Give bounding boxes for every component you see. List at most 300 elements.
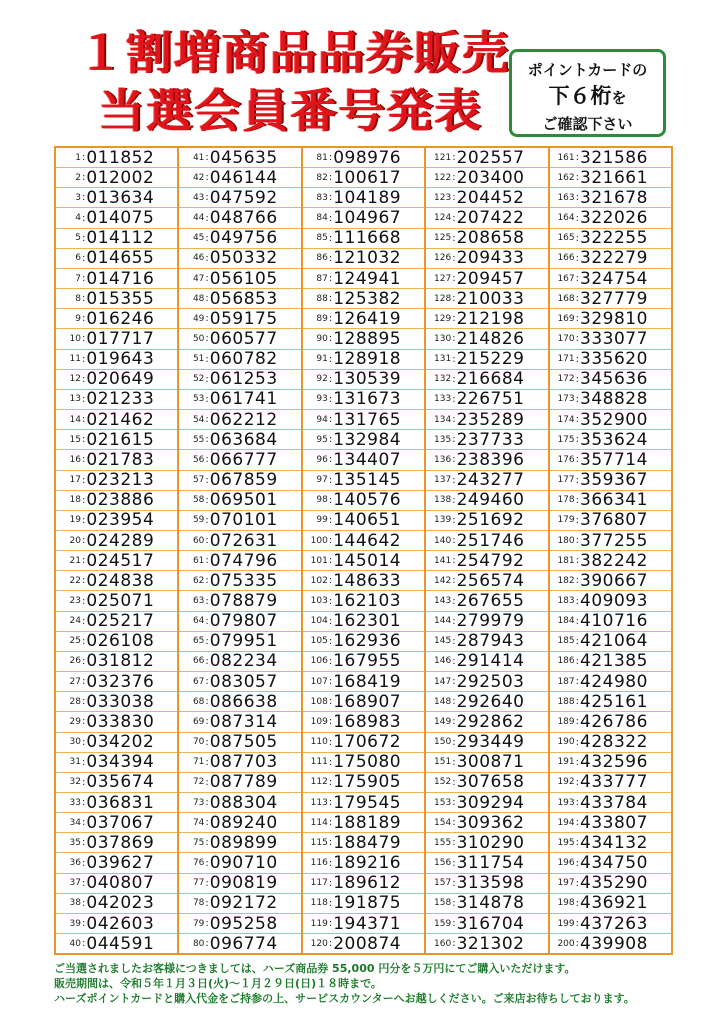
entry-separator: :	[575, 595, 579, 607]
entry-index: 58	[192, 495, 205, 506]
number-entry	[550, 913, 671, 933]
entry-index: 156	[434, 858, 452, 869]
number-entry	[56, 268, 177, 288]
number-entry	[56, 792, 177, 812]
number-entry	[303, 167, 424, 187]
number-entry	[303, 328, 424, 348]
number-entry	[179, 893, 300, 913]
member-number: 191875	[333, 893, 402, 913]
entry-index: 95	[316, 434, 328, 445]
entry-index: 132	[434, 374, 452, 385]
entry-separator: :	[205, 635, 209, 647]
entry-separator: :	[575, 313, 579, 325]
number-entry	[303, 268, 424, 288]
entry-index: 13	[69, 394, 81, 405]
member-number: 432596	[580, 752, 648, 772]
number-entry	[56, 187, 177, 207]
number-entry	[179, 631, 300, 651]
entry-index: 21	[69, 555, 81, 566]
entry-separator: :	[452, 655, 456, 667]
entry-separator: :	[205, 414, 209, 426]
entry-index: 48	[192, 293, 205, 304]
entry-separator: :	[328, 333, 333, 345]
number-entry	[426, 248, 547, 268]
member-number: 025217	[86, 611, 155, 631]
number-entry	[426, 590, 547, 610]
entry-index: 110	[310, 737, 328, 748]
number-entry	[56, 167, 177, 187]
entry-index: 151	[434, 757, 452, 768]
entry-index: 22	[69, 575, 81, 586]
entry-index: 171	[557, 354, 575, 365]
number-entry	[56, 148, 177, 167]
member-number: 111668	[333, 228, 402, 248]
member-number: 435290	[580, 873, 648, 893]
number-entry	[303, 470, 424, 490]
entry-index: 172	[557, 374, 575, 385]
entry-index: 12	[69, 374, 81, 385]
member-number: 327779	[580, 288, 648, 309]
entry-index: 77	[192, 878, 205, 889]
entry-separator: :	[205, 494, 209, 506]
member-number: 140576	[333, 490, 402, 510]
entry-index: 184	[557, 616, 575, 627]
member-number: 023886	[86, 490, 155, 510]
number-entry	[426, 510, 547, 530]
number-entry	[179, 228, 300, 248]
number-entry	[179, 812, 300, 832]
member-number: 200874	[333, 933, 402, 954]
member-number: 175080	[333, 752, 402, 772]
member-number: 059175	[209, 308, 278, 329]
member-number: 426786	[580, 711, 648, 732]
entry-separator: :	[452, 696, 456, 708]
entry-index: 173	[557, 394, 575, 405]
entry-index: 2	[75, 172, 81, 183]
entry-separator: :	[575, 615, 579, 627]
number-entry	[426, 893, 547, 913]
entry-separator: :	[205, 172, 209, 184]
member-number: 060577	[209, 328, 278, 349]
entry-index: 104	[310, 616, 328, 627]
number-entry	[303, 711, 424, 731]
number-entry	[179, 470, 300, 490]
number-entry	[426, 671, 547, 691]
number-column	[56, 148, 177, 953]
number-entry	[56, 570, 177, 590]
entry-separator: :	[82, 897, 86, 909]
entry-index: 41	[192, 152, 205, 163]
number-entry	[56, 409, 177, 429]
entry-separator: :	[82, 353, 86, 365]
number-entry	[550, 490, 671, 510]
member-number: 074796	[209, 550, 278, 571]
entry-index: 53	[192, 394, 205, 405]
entry-index: 84	[316, 213, 328, 224]
entry-separator: :	[82, 918, 86, 930]
entry-separator: :	[205, 797, 209, 809]
member-number: 202557	[456, 148, 525, 168]
entry-separator: :	[205, 676, 209, 688]
number-entry	[426, 631, 547, 651]
entry-index: 99	[316, 515, 328, 526]
number-entry	[179, 691, 300, 711]
footer-line-2: 販売期間は、令和５年１月３日(火)～１月２９日(日)１８時まで。	[54, 977, 382, 990]
entry-index: 36	[69, 858, 81, 869]
member-number: 311754	[456, 853, 525, 873]
entry-separator: :	[452, 353, 456, 365]
entry-index: 17	[69, 475, 81, 486]
number-entry	[426, 792, 547, 812]
member-number: 291414	[456, 651, 525, 672]
member-number: 208658	[456, 228, 525, 248]
entry-separator: :	[328, 555, 333, 567]
member-number: 293449	[456, 732, 525, 752]
entry-separator: :	[452, 152, 456, 164]
entry-separator: :	[575, 635, 579, 647]
entry-separator: :	[575, 897, 579, 909]
entry-index: 72	[192, 777, 205, 788]
member-number: 042603	[86, 913, 155, 934]
number-entry	[303, 148, 424, 167]
member-number: 078879	[209, 591, 278, 611]
number-entry	[550, 590, 671, 610]
number-entry	[550, 449, 671, 469]
entry-index: 100	[310, 535, 328, 546]
member-number: 095258	[209, 913, 278, 934]
member-number: 421385	[580, 651, 648, 672]
member-number: 019643	[86, 349, 155, 369]
entry-index: 153	[434, 797, 452, 808]
entry-index: 51	[192, 354, 205, 365]
member-number: 079807	[209, 611, 278, 631]
entry-separator: :	[205, 474, 209, 486]
entry-separator: :	[328, 212, 333, 224]
entry-index: 62	[192, 575, 205, 586]
entry-separator: :	[205, 897, 209, 909]
entry-separator: :	[452, 414, 456, 426]
entry-separator: :	[205, 535, 209, 547]
entry-separator: :	[452, 938, 456, 950]
entry-index: 135	[434, 434, 452, 445]
number-entry	[550, 429, 671, 449]
entry-index: 168	[557, 293, 575, 304]
entry-separator: :	[452, 333, 456, 345]
number-entry	[179, 490, 300, 510]
entry-index: 170	[557, 333, 575, 344]
member-number: 437263	[580, 913, 648, 934]
member-number: 204452	[456, 187, 525, 208]
member-number: 359367	[580, 470, 648, 490]
number-entry	[179, 187, 300, 207]
member-number: 061741	[209, 389, 278, 410]
number-entry	[550, 369, 671, 389]
entry-index: 129	[434, 313, 452, 324]
member-number: 014716	[86, 268, 155, 289]
member-number: 148633	[333, 570, 402, 591]
number-entry	[550, 148, 671, 167]
entry-separator: :	[575, 192, 579, 204]
number-entry	[179, 268, 300, 288]
entry-index: 123	[434, 192, 452, 203]
member-number: 024289	[86, 530, 155, 551]
number-entry	[56, 349, 177, 369]
entry-index: 31	[69, 757, 81, 768]
entry-index: 19	[69, 515, 81, 526]
member-number: 134407	[333, 449, 402, 470]
entry-index: 187	[557, 676, 575, 687]
member-number: 433807	[580, 812, 648, 833]
entry-index: 23	[69, 596, 81, 607]
member-number: 066777	[209, 449, 278, 470]
member-number: 188189	[333, 812, 402, 833]
entry-separator: :	[328, 776, 333, 788]
entry-index: 9	[75, 313, 81, 324]
entry-index: 80	[192, 938, 205, 949]
entry-separator: :	[328, 655, 333, 667]
entry-separator: :	[82, 152, 86, 164]
number-entry	[179, 389, 300, 409]
member-number: 039627	[86, 853, 155, 873]
number-entry	[303, 530, 424, 550]
number-entry	[56, 369, 177, 389]
number-entry	[179, 449, 300, 469]
entry-index: 83	[316, 192, 328, 203]
entry-index: 198	[557, 898, 575, 909]
entry-separator: :	[452, 635, 456, 647]
entry-separator: :	[205, 716, 209, 728]
number-entry	[56, 933, 177, 953]
entry-separator: :	[575, 414, 579, 426]
member-number: 036831	[86, 792, 155, 813]
entry-index: 127	[434, 273, 452, 284]
number-entry	[56, 248, 177, 268]
number-entry	[56, 631, 177, 651]
entry-separator: :	[328, 877, 333, 889]
entry-index: 143	[434, 596, 452, 607]
member-number: 226751	[456, 389, 525, 410]
member-number: 292503	[456, 671, 525, 692]
entry-separator: :	[328, 232, 333, 244]
entry-index: 39	[69, 918, 81, 929]
entry-separator: :	[82, 938, 86, 950]
member-number: 357714	[580, 449, 648, 470]
number-entry	[56, 611, 177, 631]
entry-index: 111	[310, 757, 328, 768]
entry-separator: :	[82, 776, 86, 788]
member-number: 238396	[456, 449, 525, 470]
entry-index: 30	[69, 737, 81, 748]
member-number: 267655	[456, 591, 525, 611]
member-number: 017717	[86, 328, 155, 349]
number-entry	[303, 207, 424, 227]
number-entry	[303, 449, 424, 469]
entry-separator: :	[205, 333, 209, 345]
entry-separator: :	[452, 393, 456, 405]
entry-separator: :	[575, 252, 579, 264]
entry-index: 180	[557, 535, 575, 546]
entry-index: 125	[434, 233, 452, 244]
entry-separator: :	[205, 918, 209, 930]
member-number: 321678	[580, 187, 648, 208]
entry-index: 34	[69, 817, 81, 828]
entry-separator: :	[452, 615, 456, 627]
member-number: 207422	[456, 208, 525, 228]
member-number: 322279	[580, 248, 648, 268]
number-column	[548, 148, 671, 953]
number-entry	[550, 550, 671, 570]
entry-separator: :	[575, 273, 579, 285]
entry-separator: :	[205, 555, 209, 567]
member-number: 279979	[456, 611, 525, 631]
entry-separator: :	[575, 797, 579, 809]
entry-separator: :	[452, 716, 456, 728]
entry-index: 193	[557, 797, 575, 808]
entry-index: 32	[69, 777, 81, 788]
entry-separator: :	[205, 817, 209, 829]
entry-index: 175	[557, 434, 575, 445]
number-entry	[550, 207, 671, 227]
entry-separator: :	[575, 938, 579, 950]
entry-index: 183	[557, 596, 575, 607]
entry-index: 192	[557, 777, 575, 788]
entry-index: 86	[316, 253, 328, 264]
entry-index: 179	[557, 515, 575, 526]
entry-index: 176	[557, 454, 575, 465]
number-entry	[56, 530, 177, 550]
member-number: 020649	[86, 369, 155, 389]
entry-index: 112	[310, 777, 328, 788]
entry-separator: :	[575, 918, 579, 930]
entry-index: 25	[69, 636, 81, 647]
entry-separator: :	[575, 152, 579, 164]
entry-separator: :	[82, 414, 86, 426]
number-entry	[303, 510, 424, 530]
entry-index: 64	[192, 616, 205, 627]
entry-index: 128	[434, 293, 452, 304]
number-entry	[550, 812, 671, 832]
number-entry	[550, 288, 671, 308]
member-number: 031812	[86, 651, 155, 672]
entry-separator: :	[328, 635, 333, 647]
entry-separator: :	[452, 514, 456, 526]
member-number: 033038	[86, 691, 155, 712]
entry-separator: :	[205, 877, 209, 889]
member-number: 287943	[456, 631, 525, 651]
entry-index: 157	[434, 878, 452, 889]
member-number: 126419	[333, 308, 402, 329]
entry-separator: :	[575, 535, 579, 547]
number-entry	[550, 167, 671, 187]
entry-separator: :	[82, 635, 86, 647]
number-entry	[426, 429, 547, 449]
entry-index: 73	[192, 797, 205, 808]
member-number: 313598	[456, 873, 525, 893]
entry-index: 140	[434, 535, 452, 546]
number-entry	[426, 187, 547, 207]
member-number: 087789	[209, 772, 278, 792]
number-entry	[550, 248, 671, 268]
number-entry	[179, 933, 300, 953]
entry-index: 45	[192, 233, 205, 244]
number-entry	[179, 349, 300, 369]
entry-index: 81	[316, 152, 328, 163]
entry-index: 60	[192, 535, 205, 546]
number-entry	[550, 832, 671, 852]
notice-line-2	[512, 81, 663, 113]
member-number: 144642	[333, 530, 402, 551]
number-column	[177, 148, 300, 953]
member-number: 046144	[209, 167, 278, 188]
entry-index: 191	[557, 757, 575, 768]
entry-separator: :	[82, 514, 86, 526]
number-column	[301, 148, 424, 953]
member-number: 087505	[209, 732, 278, 752]
number-entry	[303, 550, 424, 570]
entry-separator: :	[452, 192, 456, 204]
member-number: 061253	[209, 369, 278, 389]
member-number: 040807	[86, 873, 155, 893]
number-entry	[426, 852, 547, 872]
entry-separator: :	[328, 434, 333, 446]
number-entry	[426, 369, 547, 389]
member-number: 090819	[209, 873, 278, 893]
number-entry	[426, 530, 547, 550]
number-entry	[550, 631, 671, 651]
number-entry	[426, 732, 547, 752]
number-entry	[179, 711, 300, 731]
member-number: 314878	[456, 893, 525, 913]
number-entry	[303, 187, 424, 207]
entry-separator: :	[205, 776, 209, 788]
member-number: 011852	[86, 148, 155, 168]
number-entry	[56, 893, 177, 913]
number-entry	[179, 148, 300, 167]
entry-separator: :	[575, 293, 579, 305]
member-number: 124941	[333, 268, 402, 289]
entry-separator: :	[575, 837, 579, 849]
member-number: 179545	[333, 792, 402, 813]
entry-index: 27	[69, 676, 81, 687]
entry-separator: :	[82, 837, 86, 849]
member-number: 100617	[333, 167, 402, 188]
member-number: 032376	[86, 671, 155, 692]
entry-separator: :	[328, 454, 333, 466]
point-card-notice-box	[509, 49, 666, 137]
number-entry	[303, 852, 424, 872]
number-entry	[56, 772, 177, 792]
member-number: 045635	[209, 148, 278, 168]
entry-separator: :	[575, 212, 579, 224]
entry-separator: :	[452, 857, 456, 869]
number-entry	[426, 550, 547, 570]
entry-index: 185	[557, 636, 575, 647]
entry-separator: :	[82, 615, 86, 627]
member-number: 216684	[456, 369, 525, 389]
entry-index: 91	[316, 354, 328, 365]
entry-index: 108	[310, 696, 328, 707]
number-entry	[56, 470, 177, 490]
entry-index: 76	[192, 858, 205, 869]
entry-separator: :	[575, 736, 579, 748]
member-number: 063684	[209, 429, 278, 450]
entry-index: 87	[316, 273, 328, 284]
number-entry	[56, 429, 177, 449]
member-number: 075335	[209, 570, 278, 591]
member-number: 321586	[580, 148, 648, 168]
number-entry	[303, 570, 424, 590]
entry-index: 177	[557, 475, 575, 486]
